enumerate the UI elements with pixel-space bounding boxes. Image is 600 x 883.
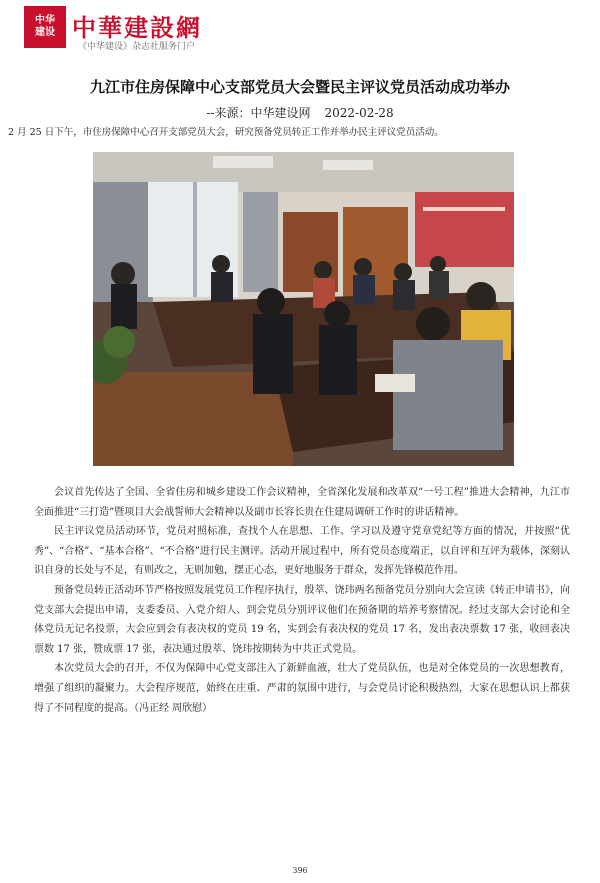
meeting-photo-illustration — [93, 152, 514, 466]
article-source: --来源：中华建设网 — [206, 106, 311, 120]
article-date: 2022-02-28 — [324, 106, 394, 120]
article-meta — [0, 104, 600, 121]
meeting-photo — [93, 152, 514, 466]
article-intro: 2 月 25 日下午，市住房保障中心召开支部党员大会，研究预备党员转正工作并举办民主评议党员活动。 — [8, 127, 444, 138]
paragraph-3: 预备党员转正活动环节严格按照发展党员工作程序执行，殷萃、饶玮两名预备党员分别向大会宣读《转正申请书》，向党支部大会提出申请，支委委员、入党介绍人、到会党员分别评议他们在预备期的培养考察情况。经过支部大会讨论和全体党员无记名投票，大会应到会有表决权的党员 19 名，实到会有表决权的党员 17 名，发出表决票数 17 张，收回表决票数 17 张，赞成票 17 张，表决通过殷萃、饶玮按期转为中共正式党员。 — [34, 584, 570, 655]
site-brand-subtitle: 《中华建设》杂志社服务门户 — [78, 42, 196, 52]
site-brand-name[interactable]: 中華建設網 — [72, 13, 202, 42]
site-header — [24, 6, 224, 52]
paragraph-4: 本次党员大会的召开，不仅为保障中心党支部注入了新鲜血液，壮大了党员队伍，也是对全体党员的一次思想教育，增强了组织的凝聚力。大会程序规范，始终在庄重、严肃的氛围中进行，与会党员讨论积极热烈，大家在思想认识上都获得了不同程度的提高。（冯正经 周欣慰） — [34, 663, 570, 714]
paragraph-2: 民主评议党员活动环节，党员对照标准，查找个人在思想、工作、学习以及遵守党章党纪等方面的情况，并按照“优秀”、“合格”、“基本合格”、“不合格”进行民主测评。活动开展过程中，所有党员态度端正，以自评和互评为载体，深刻认识自身的长处与不足，有则改之，无则加勉，摆正心态，更好地服务于群众，发挥先锋模范作用。 — [34, 526, 570, 577]
page-number: 396 — [292, 866, 308, 875]
logo-seal: 中华 建设 — [24, 6, 66, 48]
paragraph-1: 会议首先传达了全国、全省住房和城乡建设工作会议精神，全省深化发展和改革双“一号工程”推进大会精神，九江市全面推进“三打造”暨项目大会战誓师大会精神以及副市长容长贵在住建局调研工作时的讲话精神。 — [34, 487, 570, 518]
article-body — [34, 483, 570, 718]
article-title: 九江市住房保障中心支部党员大会暨民主评议党员活动成功举办 — [89, 78, 510, 96]
